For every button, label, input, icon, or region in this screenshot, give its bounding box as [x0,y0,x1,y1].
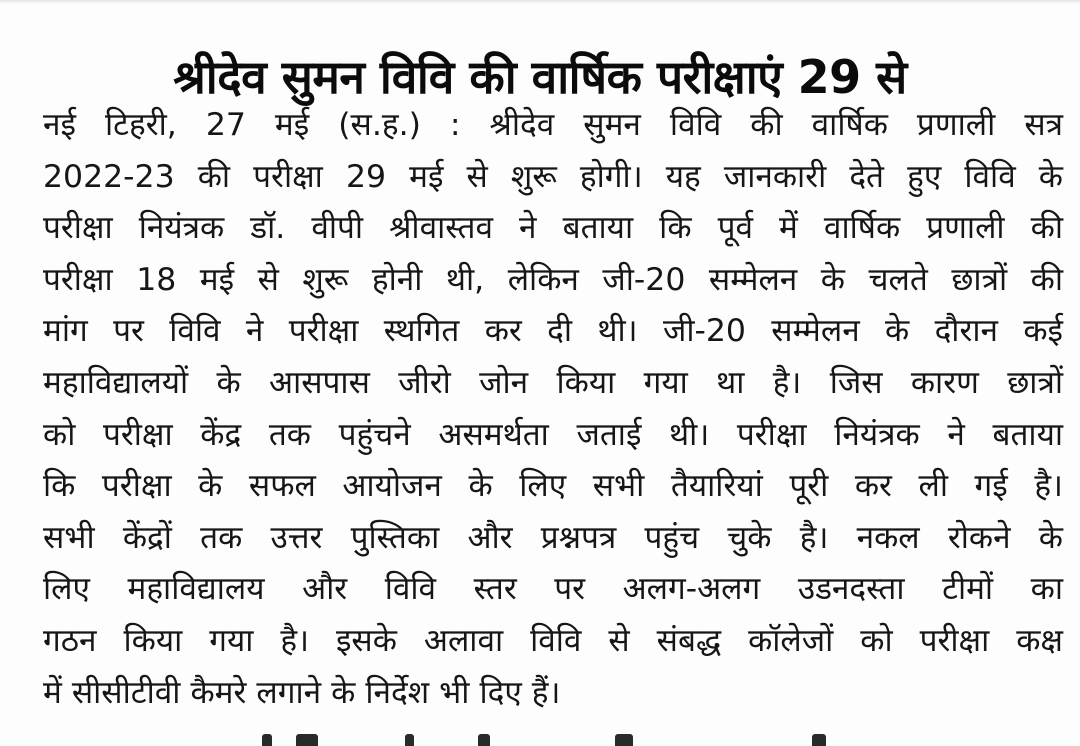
next-article-edge [0,734,1080,746]
previous-article-edge [0,0,1080,4]
body-line: कि परीक्षा के सफल आयोजन के लिए सभी तैयारियां पूरी कर ली गई है। [43,468,1063,505]
body-line: नई टिहरी, 27 मई (स.ह.) : श्रीदेव सुमन विवि की वार्षिक प्रणाली सत्र [43,107,1063,143]
body-line: परीक्षा नियंत्रक डॉ. वीपी श्रीवास्तव ने बताया कि पूर्व में वार्षिक प्रणाली की [43,210,1063,247]
body-line: 2022-23 की परीक्षा 29 मई से शुरू होगी। यह जानकारी देते हुए विवि के [43,158,1063,195]
body-line: सभी केंद्रों तक उत्तर पुस्तिका और प्रश्नपत्र पहुंच चुके है। नकल रोकने के [43,519,1063,556]
body-line: लिए महाविद्यालय और विवि स्तर पर अलग-अलग उडनदस्ता टीमों का [43,571,1063,608]
body-line: गठन किया गया है। इसके अलावा विवि से संबद्ध कॉलेजों को परीक्षा कक्ष [43,622,1063,659]
body-line: को परीक्षा केंद्र तक पहुंचने असमर्थता जताई थी। परीक्षा नियंत्रक ने बताया [43,416,1063,453]
article-body [43,100,1063,719]
article-headline: श्रीदेव सुमन विवि की वार्षिक परीक्षाएं 29 से [173,49,907,104]
body-line: परीक्षा 18 मई से शुरू होनी थी, लेकिन जी-20 सम्मेलन के चलते छात्रों की [43,261,1063,298]
body-line: में सीसीटीवी कैमरे लगाने के निर्देश भी दिए हैं। [43,674,561,711]
body-line: मांग पर विवि ने परीक्षा स्थगित कर दी थी। जी-20 सम्मेलन के दौरान कई [43,313,1063,350]
body-line: महाविद्यालयों के आसपास जीरो जोन किया गया था है। जिस कारण छात्रों [43,364,1063,401]
